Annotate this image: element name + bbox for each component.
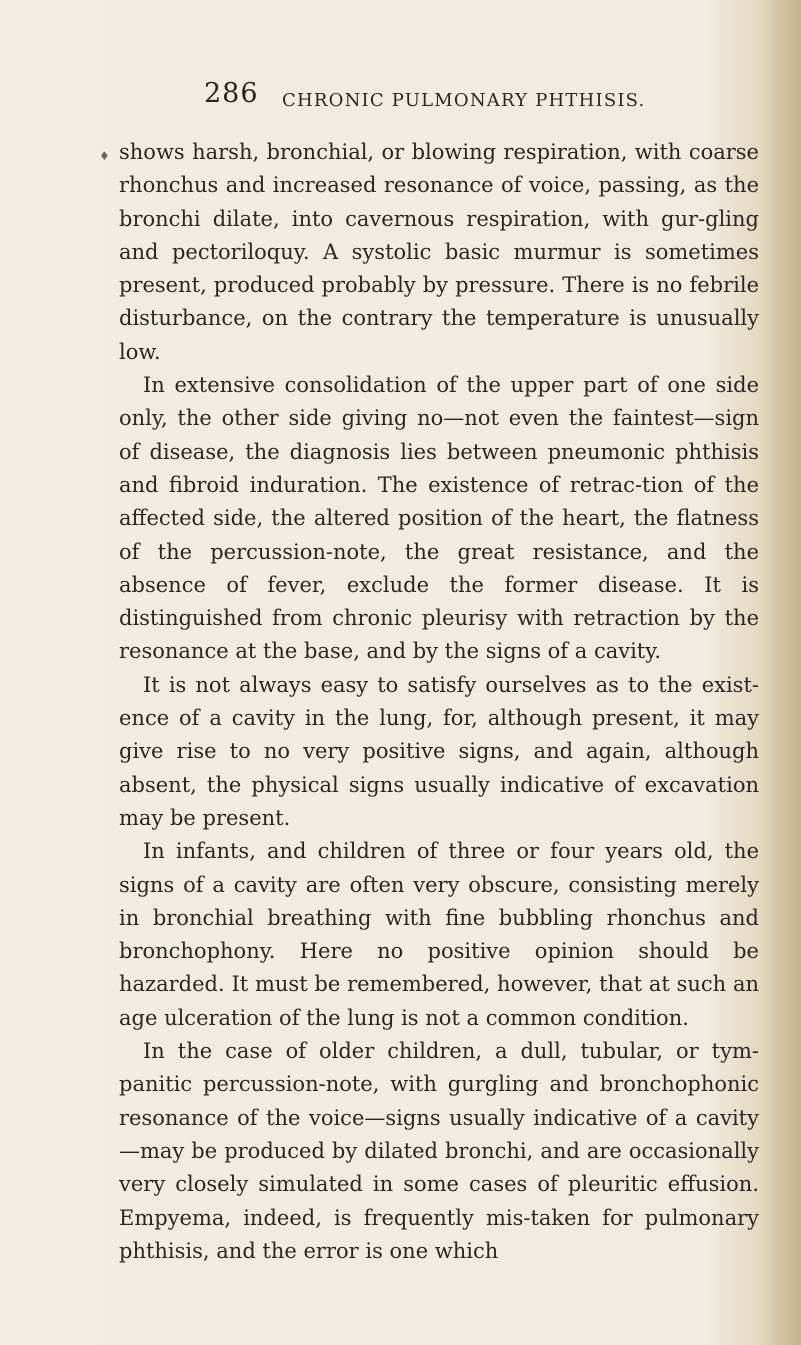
page-edge-shadow bbox=[761, 0, 801, 1345]
paragraph-4: In infants, and children of three or four years old, the signs of a cavity are often very obscure, consisting merely in bronchial breathing with fine bubbling rhonchus and bronchophony. Here no positive opinion should be hazarded. It must be remembered, however, that at such an age ulceration of the lung is not a common condition. bbox=[119, 839, 759, 1030]
paragraph-1: shows harsh, bronchial, or blowing respiration, with coarse rhonchus and increased resonance of voice, passing, as the bronchi dilate, into cavernous respiration, with gur-gling and pectoriloquy. A systolic basic murmur is sometimes present, produced probably by pressure. There is no febrile disturbance, on the contrary the temperature is unusually low. bbox=[119, 140, 759, 364]
running-title: CHRONIC PULMONARY PHTHISIS. bbox=[282, 90, 646, 111]
page-number: 286 bbox=[204, 78, 259, 109]
paragraph-3: It is not always easy to satisfy ourselves as to the exist-ence of a cavity in the lung, for, although present, it may give rise to no very positive signs, and again, although absent, the physical signs usually indicative of excavation may be present. bbox=[119, 672, 759, 830]
margin-mark: ♦ bbox=[99, 149, 110, 163]
body-text bbox=[119, 136, 759, 1268]
paragraph-2: In extensive consolidation of the upper part of one side only, the other side giving no—not even the faintest—sign of disease, the diagnosis lies between pneumonic phthisis and fibroid induration. The existence of retrac-tion of the affected side, the altered position of the heart, the flatness of the percussion-note, the great resistance, and the absence of fever, exclude the former disease. It is distinguished from chronic pleurisy with retraction by the resonance at the base, and by the signs of a cavity. bbox=[119, 373, 759, 664]
paragraph-5: In the case of older children, a dull, tubular, or tym-panitic percussion-note, with gurgling and bronchophonic resonance of the voice—signs usually indicative of a cavity—may be produced by dilated bronchi, and are occasionally very closely simulated in some cases of pleuritic effusion. Empyema, indeed, is frequently mis-taken for pulmonary phthisis, and the error is one which bbox=[119, 1039, 759, 1263]
